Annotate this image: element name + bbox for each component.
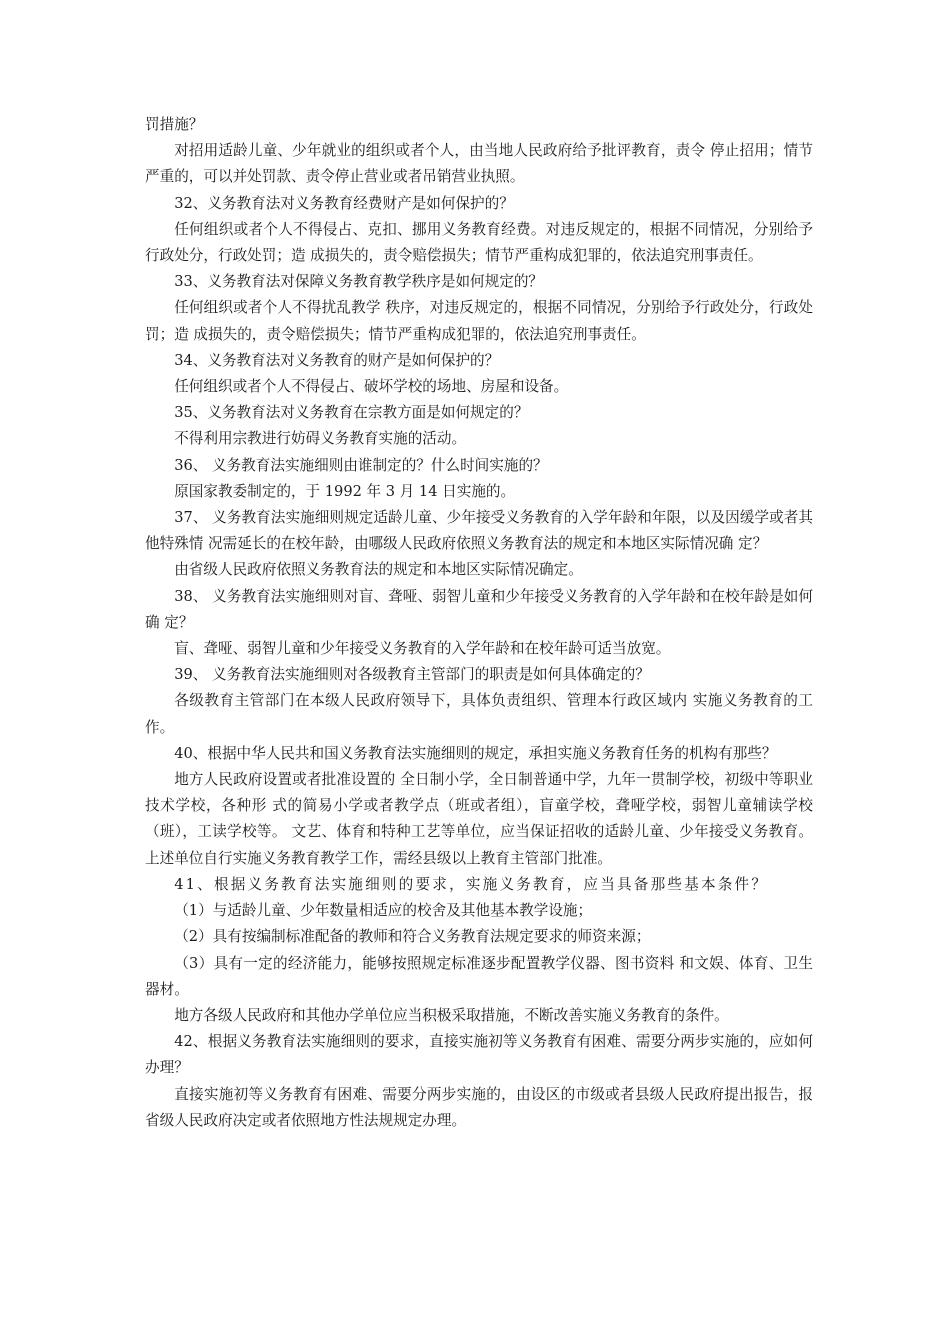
answer-34: 任何组织或者个人不得侵占、破坏学校的场地、房屋和设备。: [174, 378, 569, 396]
paragraph-1: 对招用适龄儿童、少年就业的组织或者个人，由当地人民政府给予批评教育，责令 停止招用；情节严重的，可以并处罚款、责令停止营业或者吊销营业执照。: [145, 142, 813, 186]
question-35: 35、义务教育法对义务教育在宗教方面是如何规定的？: [174, 404, 529, 422]
answer-33: 任何组织或者个人不得扰乱教学 秩序，对违反规定的，根据不同情况，分别给予行政处分，行政处罚；造 成损失的，责令赔偿损失；情节严重构成犯罪的，依法追究刑事责任。: [145, 299, 813, 343]
answer-37: 由省级人民政府依照义务教育法的规定和本地区实际情况确定。: [174, 561, 583, 579]
question-34: 34、义务教育法对义务教育的财产是如何保护的？: [174, 351, 500, 369]
answer-36: 原国家教委制定的，于 1992 年 3 月 14 日实施的。: [174, 482, 516, 500]
document-page: [145, 112, 813, 1134]
question-42: 42、根据义务教育法实施细则的要求，直接实施初等义务教育有困难、需要分两步实施的，应如何办理？: [145, 1033, 813, 1077]
answer-41-item-2: （2）具有按编制标准配备的教师和符合义务教育法规定要求的师资来源；: [174, 928, 651, 946]
question-39: 39、 义务教育法实施细则对各级教育主管部门的职责是如何具体确定的？: [174, 666, 650, 684]
answer-32: 任何组织或者个人不得侵占、克扣、挪用义务教育经费。对违反规定的，根据不同情况，分别给予行政处分，行政处罚；造 成损失的，责令赔偿损失；情节严重构成犯罪的，依法追究刑事责任。: [145, 220, 813, 265]
question-36: 36、 义务教育法实施细则由谁制定的？什么时间实施的？: [174, 456, 548, 474]
answer-41-item-3: （3）具有一定的经济能力，能够按照规定标准逐步配置教学仪器、图书资料 和文娱、体育、卫生器材。: [145, 954, 813, 998]
answer-42: 直接实施初等义务教育有困难、需要分两步实施的，由设区的市级或者县级人民政府提出报告，报省级人民政府决定或者依照地方性法规规定办理。: [145, 1085, 813, 1129]
question-33: 33、义务教育法对保障义务教育教学秩序是如何规定的？: [174, 273, 544, 291]
question-41: 41、根据义务教育法实施细则的要求，实施义务教育，应当具备那些基本条件？: [174, 875, 769, 893]
question-32: 32、义务教育法对义务教育经费财产是如何保护的？: [174, 194, 514, 212]
question-40: 40、根据中华人民共和国义务教育法实施细则的规定，承担实施义务教育任务的机构有那些？: [174, 744, 777, 762]
answer-41-item-1: （1）与适龄儿童、少年数量相适应的校舍及其他基本教学设施；: [174, 902, 593, 920]
question-37: 37、 义务教育法实施细则规定适龄儿童、少年接受义务教育的入学年龄和年限，以及因缓学或者其他特殊情 况需延长的在校年龄，由哪级人民政府依照义务教育法的规定和本地区实际情况确 定？: [145, 509, 813, 553]
paragraph-0: 罚措施？: [145, 116, 204, 133]
answer-41-note: 地方各级人民政府和其他办学单位应当积极采取措施，不断改善实施义务教育的条件。: [174, 1006, 729, 1024]
question-38: 38、 义务教育法实施细则对盲、聋哑、弱智儿童和少年接受义务教育的入学年龄和在校年龄是如何确 定？: [145, 587, 813, 631]
answer-38: 盲、聋哑、弱智儿童和少年接受义务教育的入学年龄和在校年龄可适当放宽。: [174, 640, 671, 658]
answer-35: 不得利用宗教进行妨碍义务教育实施的活动。: [174, 430, 467, 448]
answer-40: 地方人民政府设置或者批准设置的 全日制小学，全日制普通中学，九年一贯制学校，初级中等职业技术学校，各种形 式的简易小学或者教学点（班或者组），盲童学校，聋哑学校，弱智儿童辅读学校 （班），工读学校等。 文艺、体育和特种工艺等单位，应当保证招收的适龄儿童、少年接受义务教育。 上述单位自行实施义务教育教学工作，需经县级以上教育主管部门批准。: [145, 771, 813, 867]
answer-39: 各级教育主管部门在本级人民政府领导下，具体负责组织、管理本行政区域内 实施义务教育的工作。: [145, 692, 813, 736]
